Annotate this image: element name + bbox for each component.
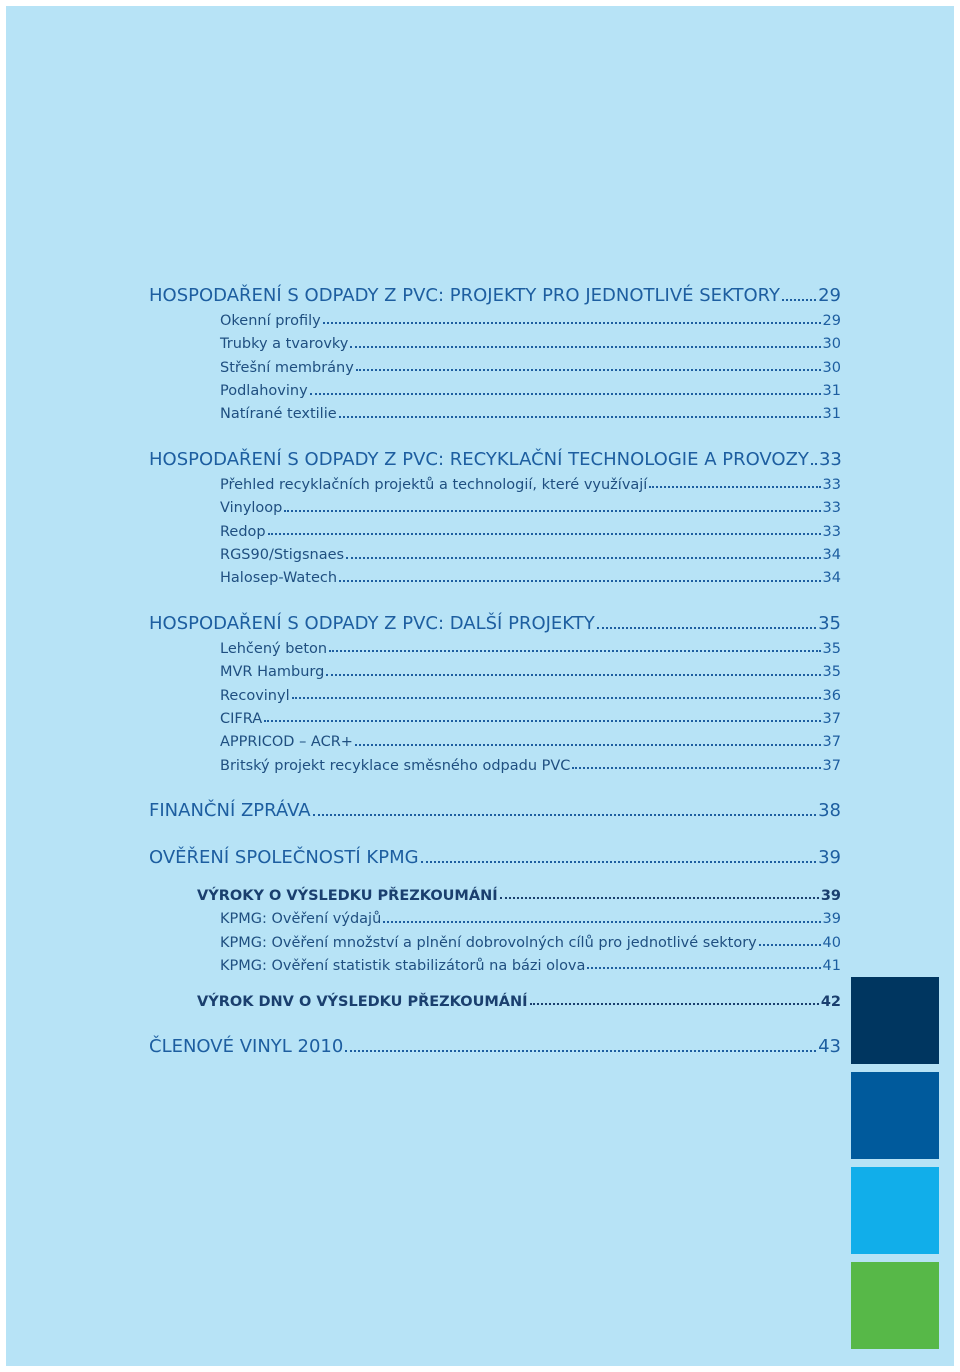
toc-page: 33 [822,476,841,493]
toc-label: APPRICOD – ACR+ [220,734,353,751]
dot-leader [339,416,821,418]
dot-leader [811,463,817,465]
dot-leader [759,944,821,946]
dot-leader [421,861,817,863]
toc-label: OVĚŘENÍ SPOLEČNOSTÍ KPMG [149,847,419,869]
color-block-green [851,1262,939,1349]
toc-subsection[interactable] [149,877,841,903]
dot-leader [345,1050,816,1052]
dot-leader [587,967,820,969]
color-block-cyan [851,1167,939,1254]
toc-section[interactable] [149,282,841,305]
toc-page: 31 [822,383,841,400]
toc-page: 37 [822,710,841,727]
toc-label: Okenní profily [220,312,321,329]
toc-page: 30 [822,336,841,353]
toc-label: Vinyloop [220,500,283,517]
toc-label: KPMG: Ověření statistik stabilizátorů na bázi olova [220,957,586,974]
color-blocks [851,977,939,1357]
toc-item[interactable] [149,375,841,398]
toc-item[interactable] [149,469,841,492]
toc-item[interactable] [149,903,841,926]
toc-page: 35 [822,640,841,657]
toc-page: 43 [818,1036,841,1058]
dot-leader [383,921,820,923]
toc-label: Natírané textilie [220,406,337,423]
dot-leader [782,299,816,301]
toc-page: 39 [822,911,841,928]
toc-label: KPMG: Ověření množství a plnění dobrovolných cílů pro jednotlivé sektory [220,934,757,951]
toc-label: Střešní membrány [220,359,354,376]
dot-leader [329,650,820,652]
toc-item[interactable] [149,927,841,950]
toc-page: 34 [822,547,841,564]
toc-label: VÝROKY O VÝSLEDKU PŘEZKOUMÁNÍ [197,887,498,904]
toc-item[interactable] [149,680,841,703]
toc-label: RGS90/Stigsnaes [220,547,345,564]
toc-item[interactable] [149,328,841,351]
toc-label: Recovinyl [220,687,290,704]
toc-item[interactable] [149,516,841,539]
dot-leader [339,580,820,582]
dot-leader [350,346,820,348]
toc-page: 30 [822,359,841,376]
table-of-contents [149,282,841,1056]
toc-item[interactable] [149,633,841,656]
toc-item[interactable] [149,726,841,749]
toc-page: 35 [818,612,841,634]
toc-subsection[interactable] [149,983,841,1009]
toc-label: Podlahoviny [220,383,308,400]
toc-section[interactable] [149,446,841,469]
toc-section[interactable] [149,1033,841,1056]
toc-label: CIFRA [220,710,263,727]
toc-label: Britský projekt recyklace směsného odpadu PVC [220,757,571,774]
toc-page: 41 [822,957,841,974]
dot-leader [310,393,821,395]
toc-page: 29 [822,312,841,329]
toc-page: 35 [822,664,841,681]
toc-page: 33 [822,523,841,540]
dot-leader [268,533,821,535]
dot-leader [355,744,821,746]
toc-page: 38 [818,800,841,822]
toc-label: Halosep-Watech [220,570,338,587]
toc-label: Lehčený beton [220,640,328,657]
toc-page: 33 [818,448,842,470]
dot-leader [292,697,821,699]
page [6,6,954,1366]
toc-item[interactable] [149,703,841,726]
toc-page: 42 [820,993,841,1010]
toc-label: Přehled recyklačních projektů a technologií, které využívají [220,476,648,493]
toc-label: Trubky a tvarovky [220,336,349,353]
toc-page: 39 [820,887,841,904]
toc-section[interactable] [149,610,841,633]
toc-label: ČLENOVÉ VINYL 2010 [149,1036,344,1058]
toc-item[interactable] [149,492,841,515]
toc-page: 33 [822,500,841,517]
toc-label: KPMG: Ověření výdajů [220,911,382,928]
toc-page: 37 [822,734,841,751]
toc-page: 34 [822,570,841,587]
color-block-blue [851,1072,939,1159]
toc-page: 40 [822,934,841,951]
dot-leader [649,486,820,488]
toc-label: HOSPODAŘENÍ S ODPADY Z PVC: PROJEKTY PRO JEDNOTLIVÉ SEKTORY [149,285,780,306]
toc-label: MVR Hamburg [220,664,325,681]
dot-leader [284,510,820,512]
dot-leader [323,322,821,324]
toc-item[interactable] [149,352,841,375]
dot-leader [597,627,816,629]
dot-leader [500,897,819,899]
toc-item[interactable] [149,656,841,679]
dot-leader [326,674,820,676]
toc-section[interactable] [149,797,841,820]
dot-leader [572,767,820,769]
toc-page: 37 [822,757,841,774]
toc-label: VÝROK DNV O VÝSLEDKU PŘEZKOUMÁNÍ [197,993,528,1010]
dot-leader [313,814,817,816]
toc-label: HOSPODAŘENÍ S ODPADY Z PVC: DALŠÍ PROJEKTY [149,612,595,634]
toc-item[interactable] [149,563,841,586]
toc-item[interactable] [149,950,841,973]
color-block-dark-navy [851,977,939,1064]
toc-item[interactable] [149,539,841,562]
toc-label: FINANČNÍ ZPRÁVA [149,800,311,822]
toc-section[interactable] [149,844,841,867]
toc-page: 29 [818,285,841,306]
dot-leader [356,369,821,371]
toc-item[interactable] [149,750,841,773]
dot-leader [346,557,820,559]
toc-page: 39 [818,847,841,869]
toc-item[interactable] [149,399,841,422]
dot-leader [264,720,820,722]
toc-page: 31 [822,406,841,423]
toc-label: HOSPODAŘENÍ S ODPADY Z PVC: RECYKLAČNÍ TECHNOLOGIE A PROVOZY [149,448,809,470]
toc-page: 36 [822,687,841,704]
dot-leader [530,1003,819,1005]
toc-label: Redop [220,523,266,540]
toc-item[interactable] [149,305,841,328]
